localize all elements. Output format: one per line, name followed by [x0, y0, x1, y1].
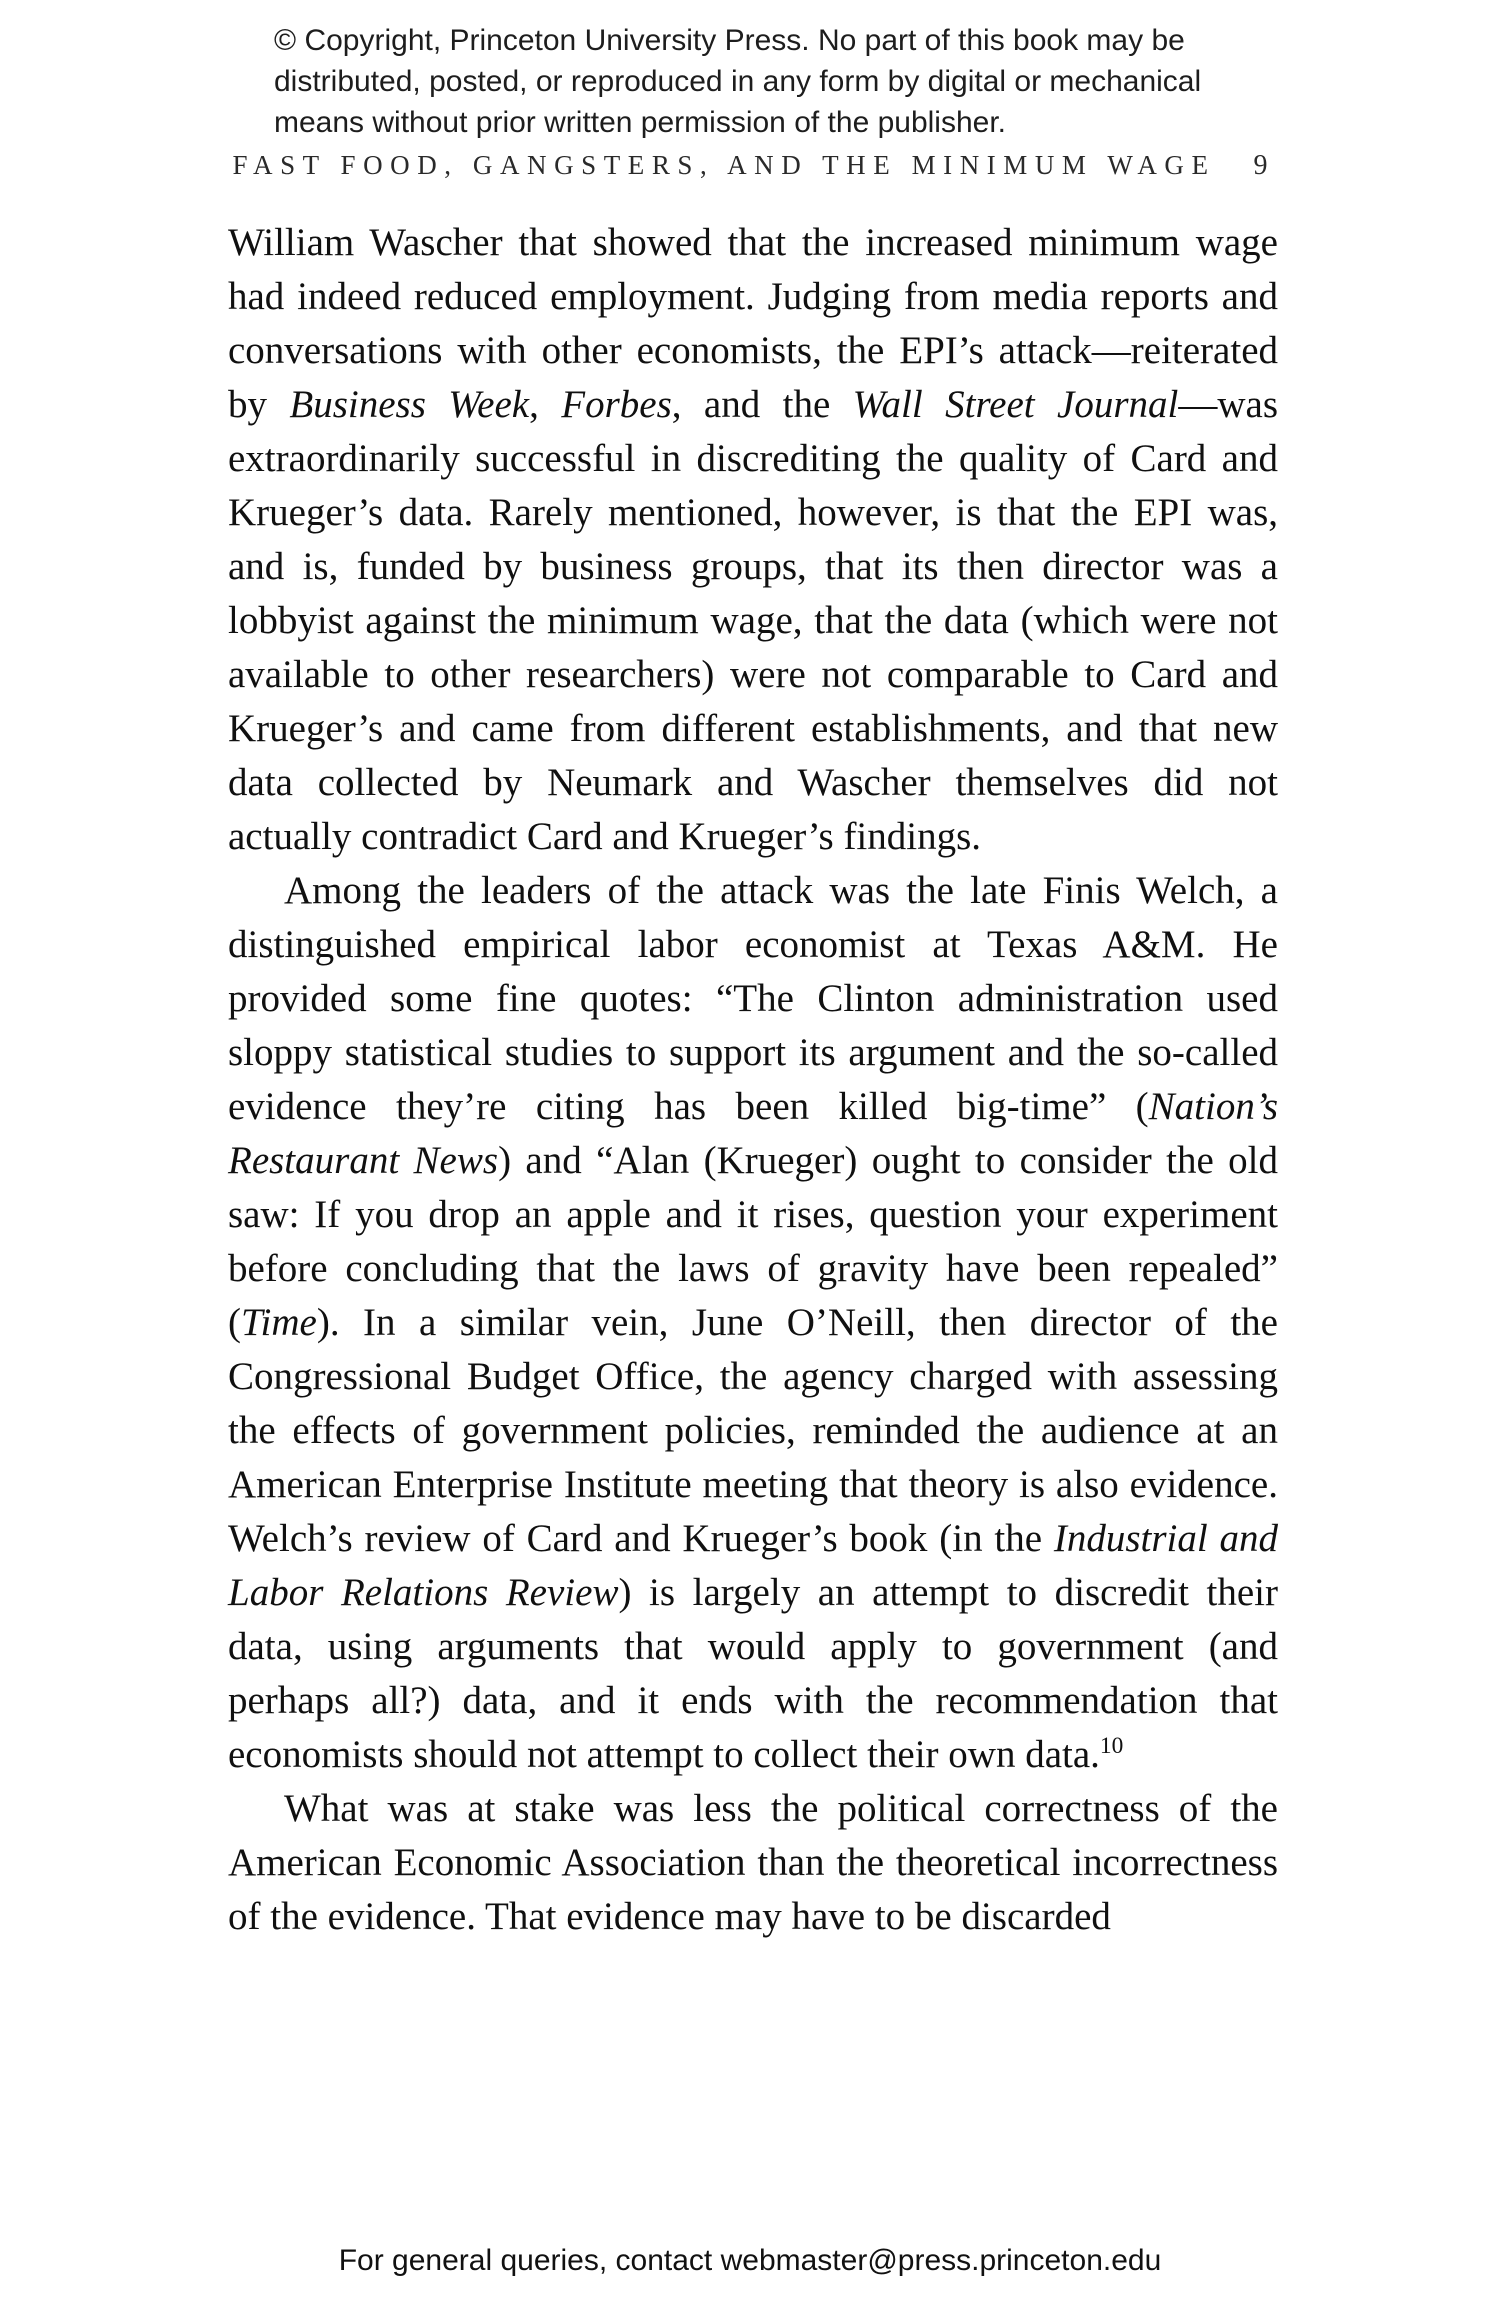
footnote-reference: 10: [1099, 1733, 1124, 1759]
page-number: 9: [1253, 150, 1268, 181]
copyright-notice: [274, 20, 1201, 143]
body-text-segment: —was extraordinarily successful in discrediting the quality of Card and Krueger’s data. Rarely mentioned, however, is that the EPI was, and is, funded by business groups, that its then director was a lobbyist against the minimum wage, that the data (which were not available to other researchers) were not comparable to Card and Krueger’s and came from different establishments, and that new data collected by Neumark and Wascher themselves did not actually contradict Card and Krueger’s findings.: [228, 383, 1278, 858]
italic-text: Wall Street Journal: [852, 383, 1179, 426]
footer-text: For general queries, contact: [338, 2244, 721, 2277]
body-text-segment: ,: [529, 383, 562, 426]
copyright-line-2: distributed, posted, or reproduced in any form by digital or mechanical: [274, 65, 1202, 98]
body-text-segment: Among the leaders of the attack was the late Finis Welch, a distinguished empirical labor economist at Texas A&M. He provided some fine quotes: “The Clinton administration used sloppy statistical studies to support its argument and the so-called evidence they’re citing has been killed big-time” (: [228, 869, 1278, 1128]
copyright-line-3: means without prior written permission of the publisher.: [274, 106, 1007, 139]
running-header-title: FAST FOOD, GANGSTERS, AND THE MINIMUM WAGE: [232, 150, 1216, 180]
copyright-line-1: © Copyright, Princeton University Press. No part of this book may be: [274, 24, 1185, 57]
italic-text: Nation’s Restaurant News: [228, 1085, 1278, 1182]
italic-text: Time: [241, 1301, 317, 1344]
body-text-segment: William Wascher that showed that the increased minimum wage had indeed reduced employment. Judging from media reports and conversations with other economists, the EPI’s attack—reiterated by: [228, 221, 1278, 426]
body-text-segment: ) is largely an attempt to discredit their data, using arguments that would apply to government (and perhaps all?) data, and it ends with the recommendation that economists should not attempt to collect their own data.: [228, 1571, 1278, 1776]
italic-text: Forbes: [561, 383, 672, 426]
body-text-segment: , and the: [671, 383, 853, 426]
paragraph: [228, 1782, 1278, 1944]
body-paragraphs: [228, 216, 1278, 1944]
body-text-segment: What was at stake was less the political correctness of the American Economic Association than the theoretical incorrectness of the evidence. That evidence may have to be discarded: [228, 1787, 1278, 1938]
italic-text: Industrial and Labor Relations Review: [228, 1517, 1278, 1614]
running-header: [0, 150, 1500, 182]
body-text-segment: ) and “Alan (Krueger) ought to consider the old saw: If you drop an apple and it rises, question your experiment before concluding that the laws of gravity have been repealed” (: [228, 1139, 1278, 1344]
paragraph: [228, 216, 1278, 864]
paragraph: [228, 864, 1278, 1782]
webmaster-email-link[interactable]: webmaster@press.princeton.edu: [720, 2244, 1162, 2277]
page-footer: [0, 2244, 1500, 2278]
body-text-segment: ). In a similar vein, June O’Neill, then director of the Congressional Budget Office, the agency charged with assessing the effects of government policies, reminded the audience at an American Enterprise Institute meeting that theory is also evidence. Welch’s review of Card and Krueger’s book (in the: [228, 1301, 1278, 1560]
italic-text: Business Week: [289, 383, 530, 426]
